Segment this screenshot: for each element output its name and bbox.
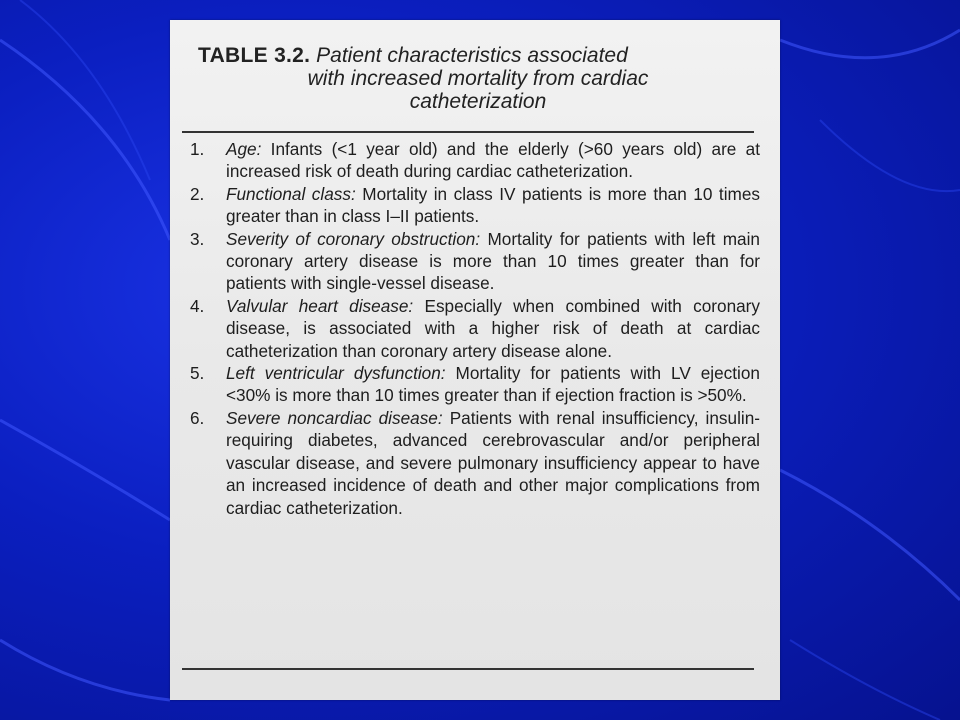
item-text: Mortality in class IV patients is more than 10 times greater than in class I–II patients.	[226, 183, 760, 227]
item-heading: Valvular heart disease:	[226, 295, 414, 316]
item-text: Patients with renal insufficiency, insulin-requiring diabetes, advanced cerebrovascular and/or peripheral vascular disease, and severe pulmonary insufficiency appear to have an increased incidence of death and other major complications from cardiac catheterization.	[226, 407, 760, 518]
item-heading: Functional class:	[226, 183, 356, 204]
table-title-line-3: catheterization	[409, 90, 547, 113]
list-item	[190, 407, 760, 519]
item-heading: Age:	[226, 139, 262, 159]
list-item	[190, 138, 760, 183]
list-item	[190, 183, 760, 228]
item-text: Mortality for patients with LV ejection <30% is more than 10 times greater than if ejection fraction is >50%.	[226, 363, 760, 406]
item-text: Mortality for patients with left main coronary artery disease is more than 10 times greater than for patients with single-vessel disease.	[226, 228, 760, 294]
item-text: Especially when combined with coronary disease, is associated with a higher risk of death at cardiac catheterization than coronary artery disease alone.	[226, 295, 761, 361]
item-number: 6.	[190, 407, 205, 428]
item-number: 4.	[190, 295, 205, 316]
table-title-line-2: with increased mortality from cardiac	[307, 67, 649, 90]
table-title	[188, 44, 768, 113]
scanned-table-page	[170, 20, 780, 700]
item-number: 2.	[190, 183, 205, 204]
item-number: 5.	[190, 363, 205, 384]
list-item	[190, 295, 760, 362]
item-heading: Severity of coronary obstruction:	[226, 228, 481, 249]
item-heading: Severe noncardiac disease:	[226, 407, 443, 428]
characteristics-list	[190, 138, 760, 519]
bottom-rule	[182, 668, 754, 670]
list-item	[190, 362, 760, 407]
item-text: Infants (<1 year old) and the elderly (>60 years old) are at increased risk of death during cardiac catheterization.	[226, 139, 760, 182]
item-heading: Left ventricular dysfunction:	[226, 363, 446, 384]
item-number: 3.	[190, 228, 205, 249]
list-item	[190, 228, 760, 295]
top-rule	[182, 131, 754, 133]
table-number-label: TABLE 3.2.	[198, 44, 311, 67]
table-title-line-1	[188, 44, 768, 67]
table-title-text-1: Patient characteristics associated	[316, 44, 628, 67]
item-number: 1.	[190, 139, 205, 159]
